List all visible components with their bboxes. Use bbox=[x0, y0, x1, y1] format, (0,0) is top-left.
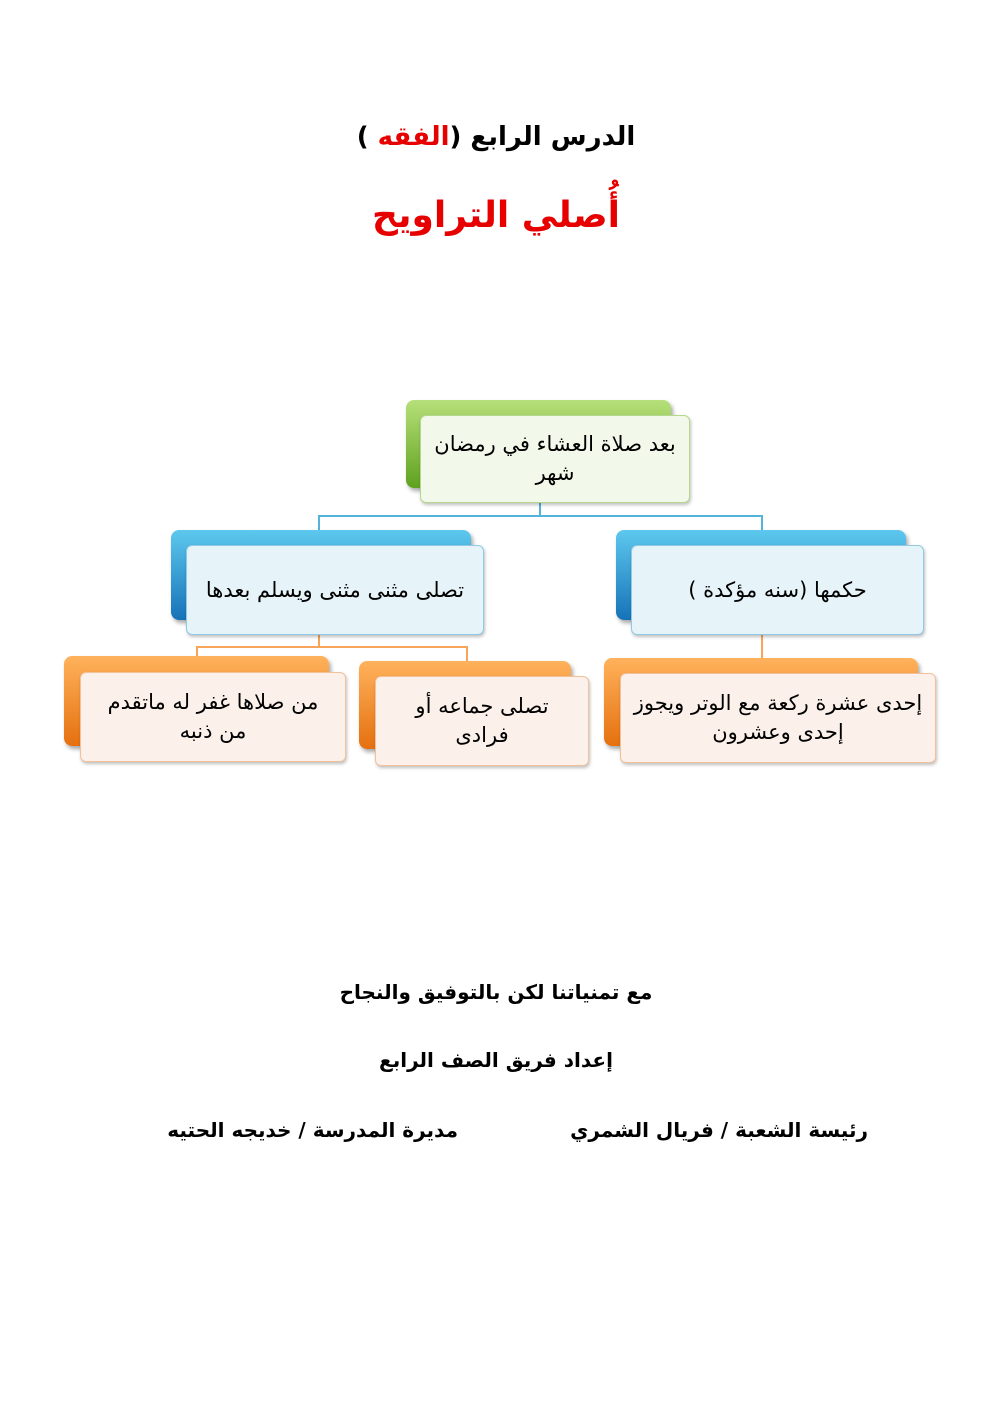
connector-right-down bbox=[761, 515, 763, 531]
connector-left-leaf-2 bbox=[466, 646, 468, 662]
principal-signature: مديرة المدرسة / خديجه الحتيه bbox=[167, 1118, 458, 1142]
connector-right-leaf bbox=[761, 634, 763, 660]
right-branch-text: حكمها (سنه مؤكدة ) bbox=[631, 545, 924, 635]
lesson-suffix: ) bbox=[356, 122, 378, 152]
lesson-heading bbox=[0, 122, 992, 152]
page-title: أُصلي التراويح bbox=[372, 195, 620, 236]
connector-horizontal bbox=[318, 515, 763, 517]
connector-root-down bbox=[539, 502, 541, 516]
connector-left-down bbox=[318, 515, 320, 531]
prepared-by-text: إعداد فريق الصف الرابع bbox=[379, 1048, 613, 1072]
left-branch-text: تصلى مثنى مثنى ويسلم بعدها bbox=[186, 545, 484, 635]
connector-left-sub-horizontal bbox=[196, 646, 468, 648]
lesson-subject: الفقه bbox=[377, 122, 450, 152]
wish-text: مع تمنياتنا لكن بالتوفيق والنجاح bbox=[339, 980, 653, 1004]
leaf-rakaat-text: إحدى عشرة ركعة مع الوتر ويجوز إحدى وعشرون bbox=[620, 673, 936, 763]
leaf-forgiveness-text: من صلاها غفر له ماتقدم من ذنبه bbox=[80, 672, 346, 762]
head-of-section-signature: رئيسة الشعبة / فريال الشمري bbox=[570, 1118, 868, 1142]
lesson-prefix: الدرس الرابع ( bbox=[449, 122, 636, 152]
root-node-text: بعد صلاة العشاء في رمضان شهر bbox=[420, 415, 690, 503]
leaf-congregation-text: تصلى جماعه أو فرادى bbox=[375, 676, 589, 766]
